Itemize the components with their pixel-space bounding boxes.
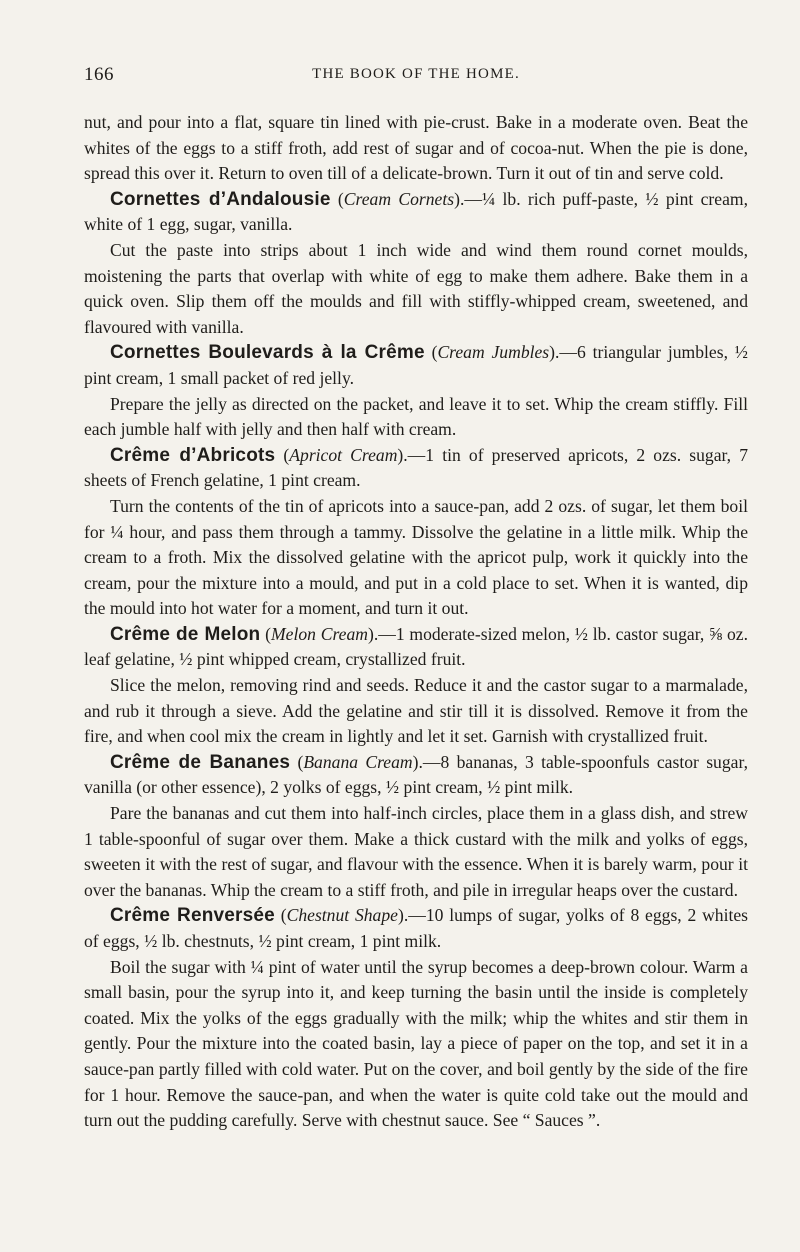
recipe-heading bbox=[84, 622, 748, 673]
recipe-method: Boil the sugar with ¼ pint of water until the syrup becomes a deep-brown colour. Warm a small basin, pour the syrup into it, and keep turning the basin until the inside is completely coated. Mix the yolks of the eggs gradually with the milk; whip the whites and stir them in gently. Pour the mixture into the coated basin, lay a piece of paper on the top, and set it in a sauce-pan partly filled with cold water. Put on the cover, and boil gently by the side of the fire for 1 hour. Remove the sauce-pan, and when the water is quite cold take out the mould and turn out the pudding carefully. Serve with chestnut sauce. See “ Sauces ”. bbox=[84, 956, 748, 1131]
recipe-translation: Melon Cream bbox=[270, 623, 368, 644]
recipe-ingredients: ¼ lb. rich puff-paste, ½ pint cream, white of 1 egg, sugar, vanilla. bbox=[84, 188, 748, 235]
running-head: THE BOOK OF THE HOME. bbox=[312, 66, 520, 82]
recipe-translation: Cream Jumbles bbox=[437, 342, 550, 363]
intro-paragraph: nut, and pour into a flat, square tin lined with pie-crust. Bake in a moderate oven. Beat the whites of the eggs to a stiff froth, add rest of sugar and of cocoa-nut. When the pie is done, spread this over it. Return to oven till of a delicate-brown. Turn it out of tin and serve cold. bbox=[84, 112, 748, 184]
paren-open: ( bbox=[260, 623, 271, 644]
recipe-heading bbox=[84, 187, 748, 238]
paren-close: ).— bbox=[367, 623, 396, 644]
recipe-title: Crême d’Abricots bbox=[110, 444, 276, 466]
recipe-title: Cornettes Boulevards à la Crême bbox=[110, 342, 425, 364]
recipe-heading bbox=[84, 340, 748, 391]
recipe-method: Prepare the jelly as directed on the packet, and leave it to set. Whip the cream stiffly. Fill each jumble half with jelly and then half with cream. bbox=[84, 393, 748, 440]
recipe-method: Turn the contents of the tin of apricots into a sauce-pan, add 2 ozs. of sugar, let them boil for ¼ hour, and pass them through a tammy. Dissolve the gelatine in a little milk. Whip the cream to a froth. Mix the dissolved gelatine with the apricot pulp, work it quickly into the cream, pour the mixture into a mould, and put in a cold place to set. When it is wanted, dip the mould into hot water for a moment, and turn it out. bbox=[84, 495, 748, 619]
recipe-translation: Cream Cornets bbox=[343, 188, 455, 209]
paren-open: ( bbox=[330, 188, 344, 209]
recipe-ingredients: 10 lumps of sugar, yolks of 8 eggs, 2 whites of eggs, ½ lb. chestnuts, ½ pint cream, 1 pint milk. bbox=[84, 905, 749, 951]
paren-open: ( bbox=[275, 444, 290, 465]
paren-close: ).— bbox=[412, 751, 441, 772]
paren-open: ( bbox=[274, 905, 287, 926]
paren-open: ( bbox=[290, 751, 304, 772]
paren-close: ).— bbox=[549, 342, 578, 363]
paren-close: ).— bbox=[397, 905, 426, 926]
recipe-ingredients: 1 tin of preserved apricots, 2 ozs. sugar, 7 sheets of French gelatine, 1 pint cream. bbox=[84, 444, 748, 491]
recipe-method: Cut the paste into strips about 1 inch wide and wind them round cornet moulds, moistening the parts that overlap with white of egg to make them adhere. Bake them in a quick oven. Slip them off the moulds and fill with stiffly-whipped cream, sweetened, and flavoured with vanilla. bbox=[84, 239, 748, 337]
paren-close: ).— bbox=[454, 188, 482, 209]
recipe-title: Crême de Melon bbox=[110, 623, 261, 645]
recipe-heading bbox=[84, 903, 748, 954]
recipe-ingredients: 6 triangular jumbles, ½ pint cream, 1 small packet of red jelly. bbox=[84, 342, 748, 388]
page-header bbox=[84, 64, 748, 88]
recipe-method: Pare the bananas and cut them into half-inch circles, place them in a glass dish, and strew 1 table-spoonful of sugar over them. Make a thick custard with the milk and yolks of eggs, sweeten it with the rest of sugar, and flavour with the essence. When it is barely warm, pour it over the bananas. Whip the cream to a stiff froth, and pile in irregular heaps over the custard. bbox=[84, 803, 748, 900]
paren-close: ).— bbox=[397, 444, 426, 465]
recipe-heading bbox=[84, 443, 748, 494]
paren-open: ( bbox=[424, 342, 438, 363]
page-content bbox=[84, 110, 748, 1134]
recipe-translation: Banana Cream bbox=[303, 751, 413, 772]
recipe-translation: Chestnut Shape bbox=[286, 905, 398, 926]
recipe-title: Crême de Bananes bbox=[110, 751, 291, 773]
recipe-title: Crême Renversée bbox=[110, 905, 275, 927]
recipe-method: Slice the melon, removing rind and seeds. Reduce it and the castor sugar to a marmalade, and rub it through a sieve. Add the gelatine and stir till it is dissolved. Remove it from the fire, and when cool mix the cream in lightly and let it set. Garnish with crystallized fruit. bbox=[84, 675, 748, 747]
recipe-title: Cornettes d’Andalousie bbox=[110, 188, 331, 210]
page-number: 166 bbox=[84, 64, 114, 85]
recipe-ingredients: 1 moderate-sized melon, ½ lb. castor sugar, ⅝ oz. leaf gelatine, ½ pint whipped cream, crystallized fruit. bbox=[84, 623, 749, 670]
recipe-translation: Apricot Cream bbox=[289, 444, 398, 465]
recipe-heading bbox=[84, 750, 748, 801]
recipe-ingredients: 8 bananas, 3 table-spoonfuls castor sugar, vanilla (or other essence), 2 yolks of eggs, ½ pint cream, ½ pint milk. bbox=[84, 751, 749, 798]
